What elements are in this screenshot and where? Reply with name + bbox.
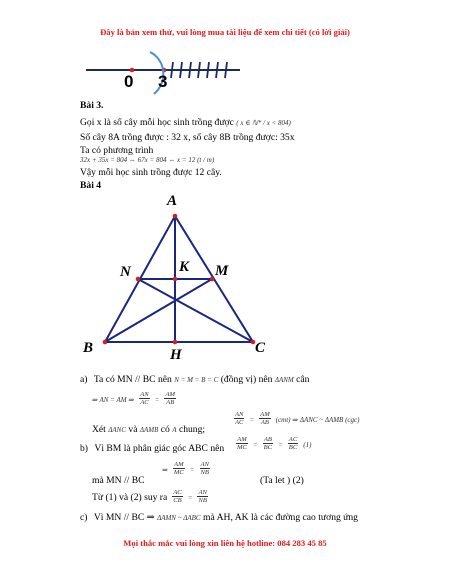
number-line-three-label: 3: [158, 72, 168, 91]
xet-has: có: [160, 424, 170, 435]
point-k: [173, 277, 178, 282]
xet-angle-a: A: [172, 426, 177, 434]
part-a-ratio-line: $\frac{AN}{AC}$ = $\frac{AM}{AB}$ (cmt) ⇒ ΔANC ~ ΔAMB (cgc): [235, 410, 360, 426]
preview-notice: Đây là bản xem thử, vui lòng mua tài liệu để xem chi tiết (có lời giải): [100, 27, 350, 37]
part-a-line2: ⇒ AN = AM ⇒ $\frac{AN}{AC}$ = $\frac{AM}{AB}$: [92, 390, 175, 406]
label-k: K: [179, 259, 190, 275]
part-a-text3: cân: [296, 374, 310, 385]
bai4-title: Bài 4: [80, 180, 102, 191]
part-b-marker: b): [80, 443, 88, 454]
part-a-text1: Ta có MN // BC nên: [93, 374, 172, 385]
frac-am-ab: $\frac{AM}{AB}$: [165, 390, 175, 406]
part-c-line: [80, 512, 358, 523]
part-a-line1: [80, 374, 309, 385]
conclusion-line: Từ (1) và (2) suy ra $\frac{AC}{CB}$ = $\frac{AN}{NB}$: [92, 488, 207, 504]
label-a: A: [167, 193, 178, 209]
bai3-line1: [80, 117, 291, 128]
point-m: [210, 277, 215, 282]
part-a-similarity: (cmt) ⇒ ΔANC ~ ΔAMB (cgc): [275, 416, 360, 424]
part-c-text1: Vì MN // BC ⇒: [93, 512, 155, 523]
xet-triangle1: ΔANC: [108, 426, 126, 434]
mn-tail: (Ta let ) (2): [260, 475, 304, 486]
part-a-marker: a): [80, 374, 88, 385]
bai3-line3: Ta có phương trình: [80, 145, 154, 156]
xet-text: Xét: [92, 424, 106, 435]
bai3-equation: 32x + 35x = 804 ⇔ 67x = 804 ⇔ x = 12 (t / m): [80, 156, 215, 164]
point-h: [173, 340, 178, 345]
frac-ac-bc: $\frac{AC}{BC}$: [288, 435, 298, 451]
label-m: M: [215, 263, 229, 279]
part-c-text2: mà AH, AK là các đường cao tương ứng: [203, 512, 358, 523]
part-c-similarity: ΔAMN ~ ΔABC: [157, 514, 201, 522]
frac-an-nb: $\frac{AN}{NB}$: [200, 460, 209, 476]
number-line-zero-label: 0: [124, 72, 134, 91]
part-a-implication: ⇒ AN = AM ⇒: [92, 396, 135, 404]
bai3-line4: Vậy mỗi học sinh trồng được 12 cây.: [80, 167, 222, 178]
frac-an-ac-2: $\frac{AN}{AC}$: [235, 410, 244, 426]
part-b-text: Vì BM là phân giác góc ABC nên: [94, 443, 225, 454]
frac-ac-cb: $\frac{AC}{CB}$: [173, 488, 182, 504]
bai3-title: Bài 3.: [80, 100, 104, 111]
frac-an-ac: $\frac{AN}{AC}$: [140, 390, 149, 406]
point-a: [173, 214, 178, 219]
mn-implication: ⇒: [162, 466, 168, 474]
point-n: [136, 277, 141, 282]
bai3-line2: Số cây 8A trồng được : 32 x, số cây 8B trồng được: 35x: [80, 132, 295, 143]
part-b-ref1: (1): [303, 441, 312, 449]
conclusion-text: Từ (1) và (2) suy ra: [92, 492, 168, 503]
frac-am-mc-2: $\frac{AM}{MC}$: [173, 460, 184, 476]
part-a-angles: N = M = B = C: [174, 376, 219, 384]
part-b-ratios: $\frac{AM}{MC}$ = $\frac{AB}{BC}$ = $\frac{AC}{BC}$ (1): [237, 435, 312, 451]
xet-common: chung;: [178, 424, 206, 435]
point-b: [103, 340, 108, 345]
part-a-xet-line: [92, 424, 205, 435]
label-c: C: [255, 340, 266, 356]
xet-triangle2: ΔAMB: [139, 426, 159, 434]
xet-and: và: [128, 424, 138, 435]
part-c-marker: c): [80, 512, 88, 523]
frac-am-mc: $\frac{AM}{MC}$: [237, 435, 247, 451]
bai3-condition: ( x ∈ ℕ* / x < 804): [236, 119, 291, 127]
mn-text: mà MN // BC: [92, 475, 145, 486]
bai3-line1-text: Gọi x là số cây mỗi học sinh trồng được: [80, 117, 234, 128]
label-n: N: [120, 264, 131, 280]
frac-an-nb-2: $\frac{AN}{NB}$: [198, 488, 207, 504]
part-a-text2: (đồng vị) nên: [220, 374, 273, 385]
mn-ratio-line: ⇒ $\frac{AM}{MC}$ = $\frac{AN}{NB}$: [162, 460, 209, 476]
hotline-footer: Mọi thắc mắc vui lòng xin liên hệ hotline: 084 283 45 85: [123, 538, 327, 548]
label-h: H: [170, 347, 182, 363]
frac-ab-bc: $\frac{AB}{BC}$: [263, 435, 273, 451]
frac-am-ab-2: $\frac{AM}{AB}$: [260, 410, 270, 426]
part-b-line1: [80, 443, 224, 454]
label-b: B: [83, 340, 94, 356]
part-a-triangle: ΔANM: [274, 376, 294, 384]
